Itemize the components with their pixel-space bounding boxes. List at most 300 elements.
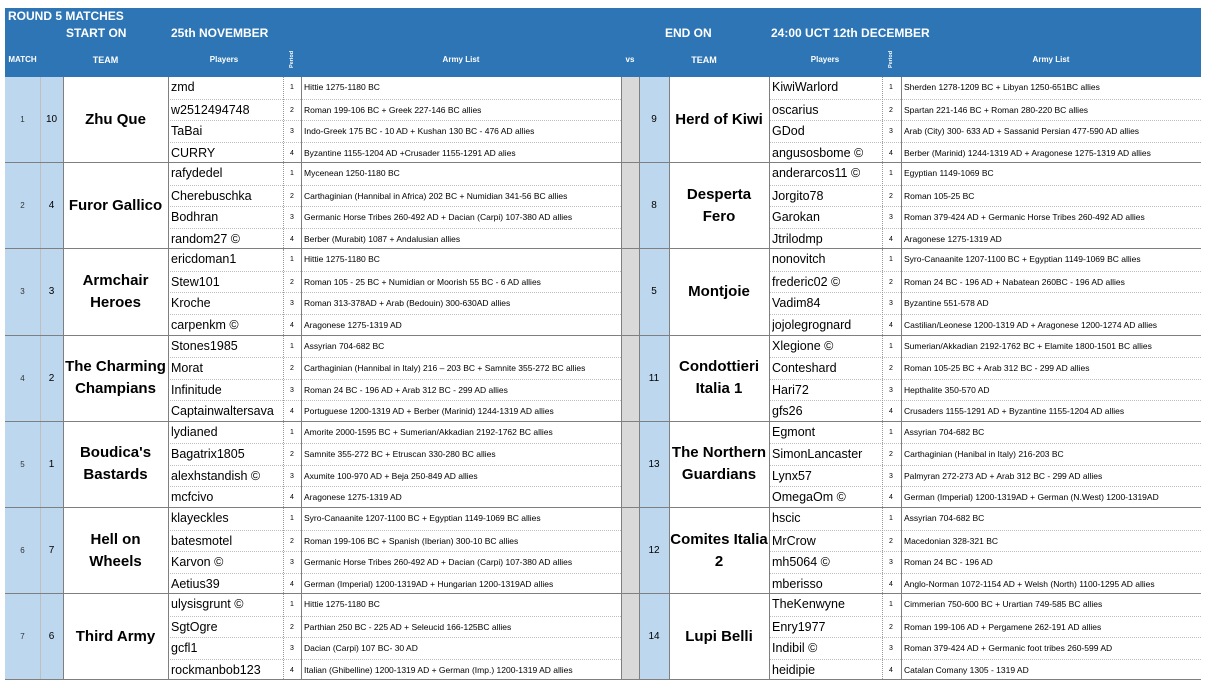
player-row bbox=[769, 594, 1201, 616]
period-number: 2 bbox=[889, 192, 893, 200]
column-divider bbox=[769, 336, 770, 421]
player-row bbox=[168, 530, 621, 552]
army-list: Carthaginian (Hannibal in Italy) 216 – 203 BC + Samnite 355-272 BC allies bbox=[304, 363, 586, 374]
left-team-name: Boudica's Bastards bbox=[79, 444, 152, 484]
player-row bbox=[769, 508, 1201, 530]
period-number: 4 bbox=[889, 149, 893, 157]
column-divider bbox=[621, 336, 622, 421]
match-number: 2 bbox=[20, 201, 25, 211]
player-name: Garokan bbox=[772, 210, 820, 225]
player-row bbox=[168, 271, 621, 293]
player-row bbox=[769, 357, 1201, 379]
period-number: 4 bbox=[290, 494, 294, 502]
column-divider bbox=[882, 508, 884, 593]
period-number: 1 bbox=[290, 256, 294, 264]
left-seed: 6 bbox=[48, 631, 55, 643]
left-team-name: Furor Gallico bbox=[68, 196, 163, 214]
period-number: 3 bbox=[889, 472, 893, 480]
player-name: batesmotel bbox=[171, 533, 233, 548]
player-name: Jtrilodmp bbox=[772, 231, 823, 246]
period-number: 1 bbox=[290, 601, 294, 609]
column-divider bbox=[63, 508, 64, 593]
player-name: w2512494748 bbox=[171, 102, 250, 117]
column-header-row bbox=[5, 42, 1201, 77]
army-list: Roman 379-424 AD + Germanic Horse Tribes 260-492 AD allies bbox=[904, 212, 1145, 223]
army-list: Castilian/Leonese 1200-1319 AD + Aragonese 1200-1274 AD allies bbox=[904, 319, 1158, 330]
player-row bbox=[168, 314, 621, 336]
player-row bbox=[769, 314, 1201, 336]
column-divider bbox=[901, 77, 902, 162]
army-list: Byzantine 1155-1204 AD +Crusader 1155-1291 AD alies bbox=[304, 147, 516, 158]
left-seed: 1 bbox=[48, 458, 55, 470]
left-seed: 7 bbox=[48, 545, 55, 557]
right-team-name: Montjoie bbox=[688, 282, 750, 300]
player-row bbox=[769, 292, 1201, 314]
player-name: SimonLancaster bbox=[772, 447, 863, 462]
left-seed: 10 bbox=[45, 114, 58, 126]
army-list: Germanic Horse Tribes 260-492 AD + Dacian (Carpi) 107-380 AD allies bbox=[304, 557, 573, 567]
player-name: Stones1985 bbox=[171, 338, 238, 353]
player-name: Kroche bbox=[171, 296, 211, 311]
army-list: Axumite 100-970 AD + Beja 250-849 AD allies bbox=[304, 470, 478, 481]
player-row bbox=[168, 77, 621, 99]
column-divider bbox=[301, 422, 302, 507]
player-name: Captainwaltersava bbox=[171, 404, 274, 419]
player-name: Jorgito78 bbox=[772, 188, 824, 203]
period-number: 2 bbox=[290, 451, 294, 459]
match-number: 6 bbox=[20, 546, 25, 556]
player-row bbox=[769, 443, 1201, 465]
column-divider bbox=[168, 249, 169, 334]
player-name: mcfcivo bbox=[171, 490, 214, 505]
player-name: Lynx57 bbox=[772, 468, 812, 483]
match-block bbox=[5, 422, 1201, 508]
column-divider bbox=[769, 422, 770, 507]
player-name: Egmont bbox=[772, 424, 816, 439]
left-roster bbox=[168, 249, 621, 334]
column-divider bbox=[769, 77, 770, 162]
left-roster bbox=[168, 163, 621, 248]
army-list: Spartan 221-146 BC + Roman 280-220 BC allies bbox=[904, 104, 1089, 115]
right-roster bbox=[769, 249, 1201, 334]
column-divider bbox=[669, 77, 670, 162]
column-divider bbox=[283, 594, 285, 679]
period-number: 2 bbox=[290, 365, 294, 373]
title-bar bbox=[5, 8, 1201, 25]
column-divider bbox=[301, 336, 302, 421]
player-row bbox=[769, 185, 1201, 207]
army-list: Macedonian 328-321 BC bbox=[904, 535, 999, 546]
period-number: 3 bbox=[290, 472, 294, 480]
round-title: ROUND 5 MATCHES bbox=[8, 9, 124, 23]
player-row bbox=[769, 206, 1201, 228]
period-number: 1 bbox=[290, 170, 294, 178]
vs-separator bbox=[621, 336, 639, 421]
army-list: Roman 379-424 AD + Germanic foot tribes 260-599 AD bbox=[904, 643, 1113, 654]
right-team-name: Desperta Fero bbox=[686, 185, 752, 225]
period-number: 4 bbox=[290, 408, 294, 416]
column-divider bbox=[882, 422, 884, 507]
player-row bbox=[168, 142, 621, 164]
army-list: Roman 24 BC - 196 AD bbox=[904, 557, 993, 567]
match-number: 4 bbox=[20, 373, 25, 383]
player-row bbox=[168, 443, 621, 465]
army-list: Roman 199-106 BC + Greek 227-146 BC allies bbox=[304, 104, 482, 115]
match-block bbox=[5, 336, 1201, 422]
column-divider bbox=[621, 77, 622, 162]
player-row bbox=[769, 228, 1201, 250]
column-divider bbox=[621, 249, 622, 334]
period-number: 1 bbox=[290, 342, 294, 350]
column-divider bbox=[168, 336, 169, 421]
column-divider bbox=[168, 594, 169, 679]
player-name: MrCrow bbox=[772, 533, 816, 548]
period-number: 4 bbox=[889, 580, 893, 588]
player-name: alexhstandish © bbox=[171, 468, 261, 483]
right-seed: 14 bbox=[648, 631, 660, 643]
army-list: Roman 105-25 BC + Arab 312 BC - 299 AD allies bbox=[904, 363, 1090, 374]
col-match: MATCH bbox=[8, 55, 37, 64]
player-row bbox=[168, 508, 621, 530]
player-name: rafydedel bbox=[171, 166, 223, 181]
col-players-right: Players bbox=[810, 55, 840, 64]
column-divider bbox=[901, 336, 902, 421]
army-list: Dacian (Carpi) 107 BC- 30 AD bbox=[304, 643, 418, 654]
column-divider bbox=[901, 163, 902, 248]
player-row bbox=[168, 573, 621, 595]
player-name: Morat bbox=[171, 361, 203, 376]
left-team-name: Armchair Heroes bbox=[82, 271, 149, 311]
period-number: 3 bbox=[889, 300, 893, 308]
right-roster bbox=[769, 77, 1201, 162]
col-period-left: Period bbox=[289, 50, 295, 69]
right-team-name: Herd of Kiwi bbox=[675, 110, 763, 128]
period-number: 2 bbox=[290, 623, 294, 631]
match-block bbox=[5, 508, 1201, 594]
column-divider bbox=[882, 336, 884, 421]
column-divider bbox=[168, 422, 169, 507]
period-number: 3 bbox=[889, 386, 893, 394]
col-vs: vs bbox=[625, 55, 635, 64]
column-divider bbox=[283, 77, 285, 162]
period-number: 4 bbox=[290, 666, 294, 674]
period-number: 4 bbox=[889, 666, 893, 674]
army-list: Anglo-Norman 1072-1154 AD + Welsh (North) 1100-1295 AD allies bbox=[904, 578, 1155, 589]
player-row bbox=[769, 616, 1201, 638]
army-list: Roman 199-106 AD + Pergamene 262-191 AD allies bbox=[904, 621, 1102, 632]
matches-table bbox=[5, 77, 1201, 677]
army-list: Berber (Marinid) 1244-1319 AD + Aragonese 1275-1319 AD allies bbox=[904, 147, 1151, 158]
left-seed: 2 bbox=[48, 372, 55, 384]
player-name: oscarius bbox=[772, 102, 819, 117]
player-name: carpenkm © bbox=[171, 317, 239, 332]
right-seed: 8 bbox=[651, 200, 657, 212]
army-list: Byzantine 551-578 AD bbox=[904, 298, 989, 309]
period-number: 2 bbox=[889, 365, 893, 373]
army-list: Roman 24 BC - 196 AD + Arab 312 BC - 299 AD allies bbox=[304, 384, 508, 395]
player-row bbox=[168, 163, 621, 185]
army-list: Assyrian 704-682 BC bbox=[904, 426, 985, 437]
column-divider bbox=[283, 336, 285, 421]
column-divider bbox=[40, 249, 41, 334]
player-row bbox=[168, 228, 621, 250]
player-row bbox=[168, 400, 621, 422]
player-row bbox=[168, 594, 621, 616]
column-divider bbox=[639, 336, 640, 421]
column-divider bbox=[639, 249, 640, 334]
column-divider bbox=[283, 422, 285, 507]
left-team-name: Third Army bbox=[75, 627, 156, 645]
period-number: 3 bbox=[889, 128, 893, 135]
army-list: Hittie 1275-1180 BC bbox=[304, 82, 380, 92]
column-divider bbox=[669, 422, 670, 507]
column-divider bbox=[301, 163, 302, 248]
right-team-name: The Northern Guardians bbox=[671, 444, 767, 484]
period-number: 3 bbox=[889, 559, 893, 566]
army-list: Assyrian 704-682 BC bbox=[304, 340, 385, 351]
column-divider bbox=[301, 594, 302, 679]
army-list: Roman 24 BC - 196 AD + Nabatean 260BC - 196 AD allies bbox=[904, 276, 1125, 287]
column-divider bbox=[882, 594, 884, 679]
player-row bbox=[168, 120, 621, 142]
period-number: 1 bbox=[290, 515, 294, 522]
player-row bbox=[769, 142, 1201, 164]
player-row bbox=[168, 659, 621, 681]
player-name: frederic02 © bbox=[772, 274, 841, 289]
player-name: ericdoman1 bbox=[171, 252, 237, 267]
army-list: Arab (City) 300- 633 AD + Sassanid Persian 477-590 AD allies bbox=[904, 126, 1140, 136]
period-number: 4 bbox=[290, 149, 294, 157]
period-number: 3 bbox=[290, 214, 294, 222]
player-name: Stew101 bbox=[171, 274, 220, 289]
army-list: Italian (Ghibelline) 1200-1319 AD + German (Imp.) 1200-1319 AD allies bbox=[304, 664, 573, 675]
vs-separator bbox=[621, 77, 639, 162]
player-name: SgtOgre bbox=[171, 619, 218, 634]
army-list: Sumerian/Akkadian 2192-1762 BC + Elamite 1800-1501 BC allies bbox=[904, 340, 1152, 351]
player-name: nonovitch bbox=[772, 252, 826, 267]
player-name: Bagatrix1805 bbox=[171, 447, 245, 462]
player-name: GDod bbox=[772, 124, 805, 138]
column-divider bbox=[882, 249, 884, 334]
army-list: Berber (Murabit) 1087 + Andalusian allies bbox=[304, 233, 461, 244]
column-divider bbox=[168, 163, 169, 248]
army-list: Hittie 1275-1180 BC bbox=[304, 599, 380, 610]
period-number: 1 bbox=[889, 256, 893, 264]
column-divider bbox=[669, 163, 670, 248]
player-name: Cherebuschka bbox=[171, 188, 252, 203]
match-block bbox=[5, 249, 1201, 335]
vs-separator bbox=[621, 508, 639, 593]
end-label: END ON bbox=[665, 26, 712, 40]
period-number: 1 bbox=[889, 515, 893, 522]
col-players-left: Players bbox=[209, 55, 239, 64]
column-divider bbox=[621, 163, 622, 248]
column-divider bbox=[301, 249, 302, 334]
period-number: 3 bbox=[290, 386, 294, 394]
player-name: zmd bbox=[171, 80, 195, 94]
column-divider bbox=[63, 163, 64, 248]
player-row bbox=[168, 616, 621, 638]
army-list: Roman 105-25 BC bbox=[904, 190, 975, 201]
column-divider bbox=[769, 594, 770, 679]
column-divider bbox=[621, 594, 622, 679]
player-name: Conteshard bbox=[772, 361, 837, 376]
player-row bbox=[769, 573, 1201, 595]
army-list: Roman 105 - 25 BC + Numidian or Moorish 55 BC - 6 AD allies bbox=[304, 276, 541, 287]
army-list: Carthaginian (Hannibal in Africa) 202 BC + Numidian 341-56 BC allies bbox=[304, 190, 568, 201]
column-divider bbox=[63, 77, 64, 162]
period-number: 3 bbox=[889, 214, 893, 222]
column-divider bbox=[63, 422, 64, 507]
period-number: 2 bbox=[889, 278, 893, 286]
player-row bbox=[769, 120, 1201, 142]
player-name: Infinitude bbox=[171, 382, 222, 397]
period-number: 2 bbox=[290, 106, 294, 114]
player-name: Indibil © bbox=[772, 641, 818, 656]
column-divider bbox=[40, 508, 41, 593]
period-number: 4 bbox=[290, 235, 294, 243]
period-number: 1 bbox=[889, 601, 893, 609]
player-name: Vadim84 bbox=[772, 296, 821, 311]
period-number: 2 bbox=[290, 192, 294, 200]
player-name: klayeckles bbox=[171, 511, 229, 525]
player-row bbox=[168, 99, 621, 121]
army-list: Palmyran 272-273 AD + Arab 312 BC - 299 AD allies bbox=[904, 470, 1103, 481]
right-seed: 11 bbox=[648, 372, 660, 384]
left-roster bbox=[168, 594, 621, 679]
left-seed: 3 bbox=[48, 286, 55, 298]
army-list: Assyrian 704-682 BC bbox=[904, 513, 985, 523]
col-army-left: Army List bbox=[442, 55, 480, 64]
player-row bbox=[168, 336, 621, 358]
column-divider bbox=[769, 508, 770, 593]
column-divider bbox=[639, 77, 640, 162]
right-team-name: Lupi Belli bbox=[685, 627, 753, 645]
column-divider bbox=[669, 336, 670, 421]
player-row bbox=[769, 637, 1201, 659]
army-list: German (Imperial) 1200-1319AD + German (N.West) 1200-1319AD bbox=[904, 492, 1159, 503]
col-army-right: Army List bbox=[1032, 55, 1070, 64]
army-list: Catalan Comany 1305 - 1319 AD bbox=[904, 664, 1029, 675]
column-divider bbox=[40, 594, 41, 679]
right-roster bbox=[769, 422, 1201, 507]
period-number: 2 bbox=[290, 537, 294, 545]
player-row bbox=[769, 659, 1201, 681]
player-name: mh5064 © bbox=[772, 555, 830, 569]
player-name: Xlegione © bbox=[772, 338, 834, 353]
period-number: 1 bbox=[290, 428, 294, 436]
period-number: 3 bbox=[290, 300, 294, 308]
column-divider bbox=[168, 508, 169, 593]
period-number: 1 bbox=[889, 428, 893, 436]
period-number: 2 bbox=[889, 451, 893, 459]
player-row bbox=[769, 486, 1201, 508]
player-name: gcfl1 bbox=[171, 641, 198, 656]
match-number: 5 bbox=[20, 459, 25, 469]
right-seed: 5 bbox=[651, 286, 657, 298]
army-list: Carthaginian (Hanibal in Italy) 216-203 BC bbox=[904, 449, 1064, 460]
right-team-name: Condottieri Italia 1 bbox=[679, 358, 759, 398]
player-row bbox=[769, 400, 1201, 422]
player-row bbox=[769, 465, 1201, 487]
player-row bbox=[769, 530, 1201, 552]
period-number: 4 bbox=[889, 321, 893, 329]
army-list: Roman 313-378AD + Arab (Bedouin) 300-630AD allies bbox=[304, 298, 511, 309]
column-divider bbox=[639, 594, 640, 679]
column-divider bbox=[901, 249, 902, 334]
player-name: OmegaOm © bbox=[772, 490, 846, 505]
player-row bbox=[168, 206, 621, 228]
army-list: Parthian 250 BC - 225 AD + Seleucid 166-125BC allies bbox=[304, 621, 512, 632]
column-divider bbox=[669, 249, 670, 334]
player-row bbox=[168, 249, 621, 271]
army-list: Syro-Canaanite 1207-1100 BC + Egyptian 1149-1069 BC allies bbox=[904, 254, 1141, 265]
right-roster bbox=[769, 163, 1201, 248]
period-number: 4 bbox=[290, 321, 294, 329]
column-divider bbox=[168, 77, 169, 162]
player-name: anderarcos11 © bbox=[772, 166, 861, 181]
player-name: mberisso bbox=[772, 576, 823, 591]
column-divider bbox=[639, 508, 640, 593]
player-row bbox=[168, 637, 621, 659]
vs-separator bbox=[621, 594, 639, 679]
army-list: Aragonese 1275-1319 AD bbox=[304, 319, 402, 330]
army-list: German (Imperial) 1200-1319AD + Hungarian 1200-1319AD allies bbox=[304, 578, 554, 589]
end-date: 24:00 UCT 12th DECEMBER bbox=[771, 26, 930, 40]
match-block bbox=[5, 163, 1201, 249]
player-row bbox=[168, 551, 621, 573]
column-divider bbox=[40, 163, 41, 248]
left-roster bbox=[168, 508, 621, 593]
period-number: 2 bbox=[889, 106, 893, 114]
player-name: lydianed bbox=[171, 424, 218, 439]
army-list: Indo-Greek 175 BC - 10 AD + Kushan 130 BC - 476 AD allies bbox=[304, 126, 535, 136]
player-row bbox=[769, 77, 1201, 99]
col-team-right: TEAM bbox=[691, 54, 717, 65]
army-list: Samnite 355-272 BC + Etruscan 330-280 BC allies bbox=[304, 449, 496, 460]
player-row bbox=[168, 292, 621, 314]
player-name: KiwiWarlord bbox=[772, 80, 839, 94]
period-number: 4 bbox=[889, 494, 893, 502]
left-roster bbox=[168, 336, 621, 421]
player-row bbox=[769, 379, 1201, 401]
period-number: 1 bbox=[889, 84, 893, 91]
player-row bbox=[168, 465, 621, 487]
player-name: Karvon © bbox=[171, 555, 224, 569]
player-row bbox=[168, 486, 621, 508]
column-divider bbox=[40, 336, 41, 421]
right-seed: 12 bbox=[648, 545, 660, 557]
column-divider bbox=[769, 163, 770, 248]
player-row bbox=[769, 99, 1201, 121]
player-name: jojolegrognard bbox=[772, 317, 852, 332]
vs-separator bbox=[621, 249, 639, 334]
right-roster bbox=[769, 336, 1201, 421]
left-roster bbox=[168, 422, 621, 507]
dates-bar bbox=[5, 25, 1201, 42]
right-roster bbox=[769, 508, 1201, 593]
army-list: Germanic Horse Tribes 260-492 AD + Dacian (Carpi) 107-380 AD allies bbox=[304, 212, 573, 223]
army-list: Crusaders 1155-1291 AD + Byzantine 1155-1204 AD allies bbox=[904, 406, 1125, 417]
player-row bbox=[769, 422, 1201, 444]
period-number: 4 bbox=[889, 235, 893, 243]
period-number: 2 bbox=[889, 537, 893, 545]
column-divider bbox=[283, 163, 285, 248]
army-list: Egyptian 1149-1069 BC bbox=[904, 168, 994, 179]
right-roster bbox=[769, 594, 1201, 679]
player-name: Bodhran bbox=[171, 210, 219, 225]
column-divider bbox=[63, 249, 64, 334]
